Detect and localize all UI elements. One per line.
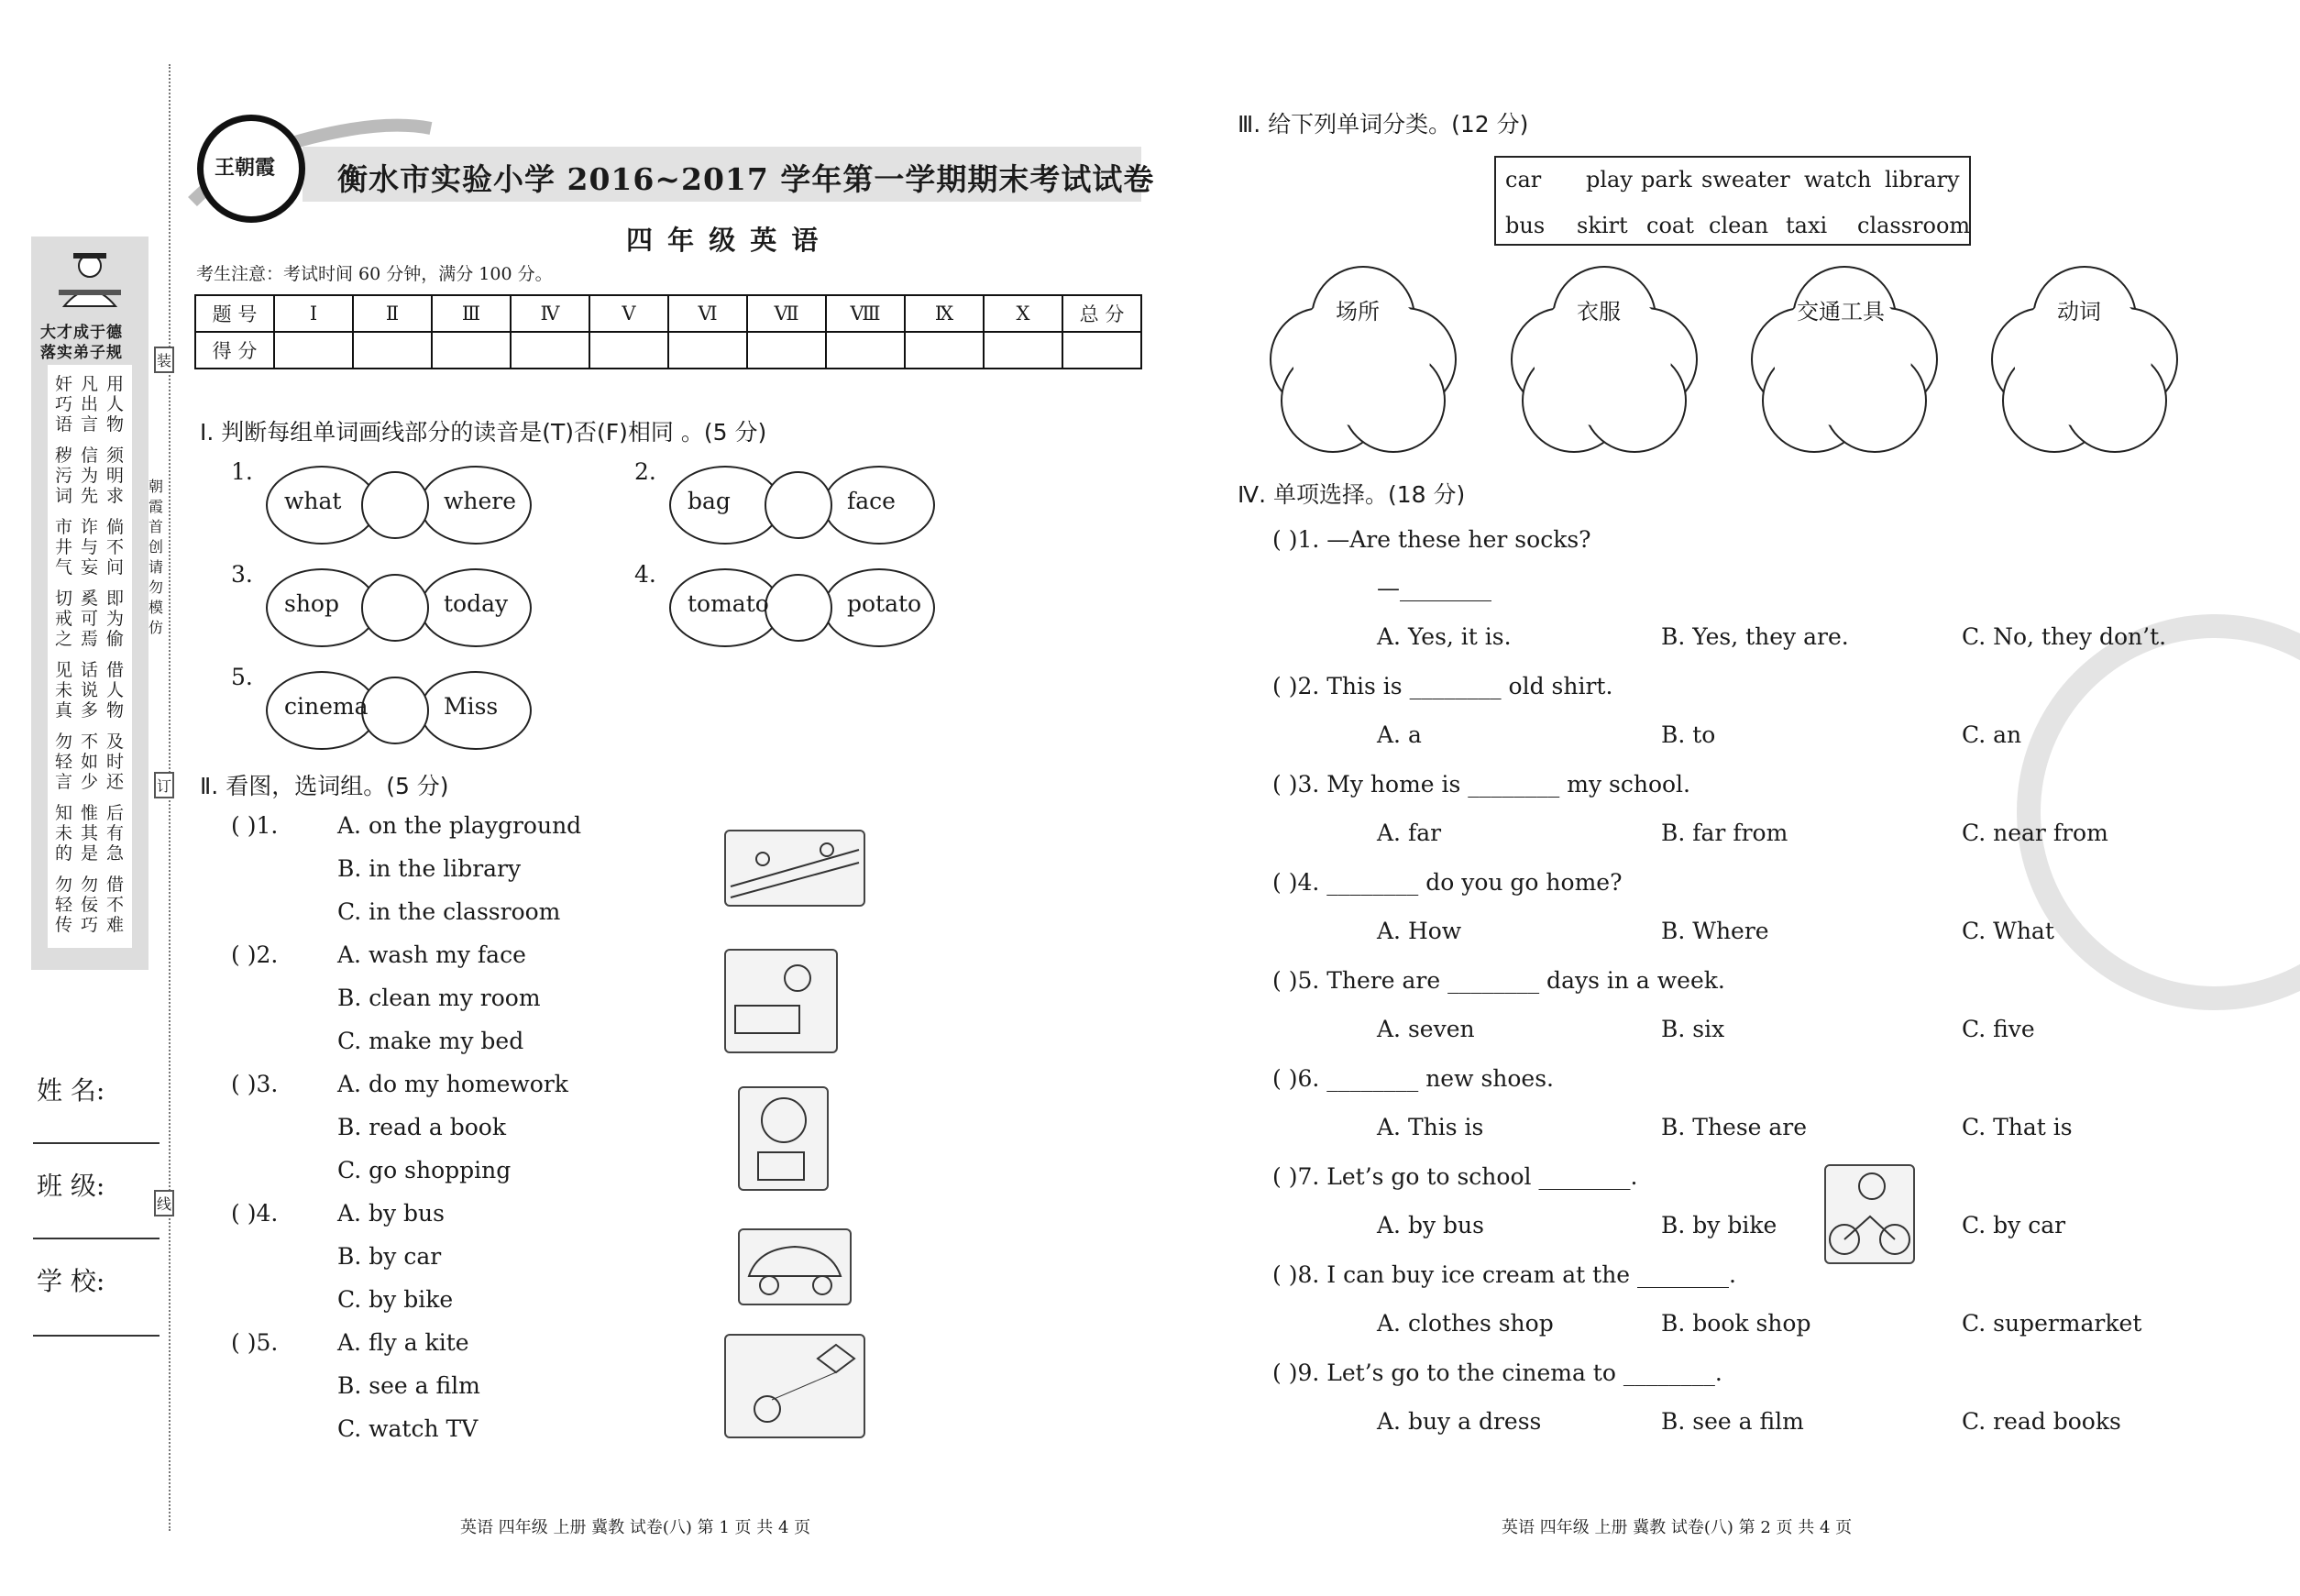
word-right: Miss — [444, 693, 499, 720]
score-cell[interactable] — [511, 332, 589, 369]
proverb-line: 及时还 — [106, 732, 125, 792]
option-a: A. fly a kite — [337, 1329, 469, 1356]
answer-blank[interactable]: ( )4. — [231, 1200, 279, 1227]
option-c: C. go shopping — [337, 1157, 512, 1183]
option-c[interactable]: C. That is — [1962, 1114, 2073, 1140]
score-col: Ⅲ — [432, 295, 511, 332]
answer-blank[interactable]: ( )2. — [231, 941, 279, 968]
proverb-line: 奚可焉 — [81, 589, 99, 649]
answer-circle[interactable] — [361, 677, 429, 744]
fly-kite-picture — [724, 1334, 865, 1438]
word-bank-item: clean — [1709, 213, 1769, 238]
cut-mark-2: 订 — [154, 772, 174, 798]
proverb-line: 借不难 — [106, 875, 125, 935]
question-stem[interactable]: ( )2. This is ________ old shirt. — [1272, 673, 1613, 699]
score-cell[interactable] — [589, 332, 668, 369]
answer-blank[interactable]: ( )5. — [231, 1329, 279, 1356]
category-label: 场所 — [1336, 299, 1380, 325]
proverb-line: 倘不问 — [106, 517, 125, 578]
option-c[interactable]: C. supermarket — [1962, 1310, 2142, 1337]
section3-heading: Ⅲ. 给下列单词分类。(12 分) — [1238, 111, 1529, 138]
option-c: C. in the classroom — [337, 898, 561, 925]
cut-mark-1: 装 — [154, 347, 174, 373]
option-b[interactable]: B. Yes, they are. — [1661, 623, 1849, 650]
question-stem[interactable]: ( )9. Let’s go to the cinema to ________. — [1272, 1359, 1722, 1386]
proverb-line: 即为偷 — [106, 589, 125, 649]
score-header-row — [195, 295, 1141, 332]
category-label: 动词 — [2057, 299, 2101, 325]
word-bank-item: sweater — [1701, 167, 1790, 193]
scholar-icon — [46, 248, 134, 312]
answer-line[interactable]: —________ — [1377, 575, 1491, 601]
option-b[interactable]: B. book shop — [1661, 1310, 1811, 1337]
word-bank — [1494, 156, 1971, 246]
word-right: face — [847, 488, 896, 514]
category-flower[interactable] — [1511, 266, 1694, 449]
read-book-picture — [738, 1086, 829, 1191]
option-a[interactable]: A. This is — [1377, 1114, 1484, 1140]
school-field[interactable] — [33, 1335, 160, 1337]
proverb-line: 见未真 — [55, 660, 73, 721]
score-col: Ⅸ — [905, 295, 984, 332]
option-b[interactable]: B. These are — [1661, 1114, 1808, 1140]
brand-logo — [197, 115, 305, 223]
word-bank-item: library — [1885, 167, 1960, 193]
item-number: 2. — [634, 458, 656, 485]
option-a[interactable]: A. seven — [1377, 1016, 1475, 1042]
score-value-row — [195, 332, 1141, 369]
section2-heading: Ⅱ. 看图，选词组。(5 分) — [200, 773, 449, 799]
score-col: Ⅶ — [747, 295, 826, 332]
proverb-line: 话说多 — [81, 660, 99, 721]
score-col: Ⅷ — [826, 295, 905, 332]
exam-title: 衡水市实验小学 2016~2017 学年第一学期期末考试试卷 — [337, 161, 1155, 197]
option-a: A. wash my face — [337, 941, 526, 968]
word-bank-item: taxi — [1786, 213, 1828, 238]
footer-left: 英语 四年级 上册 冀教 试卷(八) 第 1 页 共 4 页 — [460, 1518, 811, 1537]
proverb-line: 不如少 — [81, 732, 99, 792]
option-c[interactable]: C. an — [1962, 721, 2022, 748]
class-label: 班 级: — [37, 1171, 105, 1201]
proverb-line: 市井气 — [55, 517, 73, 578]
item-number: 1. — [231, 458, 253, 485]
name-label: 姓 名: — [37, 1075, 105, 1106]
option-a[interactable]: A. clothes shop — [1377, 1310, 1554, 1337]
option-b: B. read a book — [337, 1114, 506, 1140]
proverb-line: 秽污词 — [55, 446, 73, 506]
proverb-line: 用人物 — [106, 374, 125, 435]
proverb-line: 奸巧语 — [55, 374, 73, 435]
question-stem[interactable]: ( )7. Let’s go to school ________. — [1272, 1163, 1638, 1190]
footer-right: 英语 四年级 上册 冀教 试卷(八) 第 2 页 共 4 页 — [1502, 1518, 1853, 1537]
item-number: 4. — [634, 561, 656, 588]
option-a[interactable]: A. Yes, it is. — [1377, 623, 1512, 650]
word-bank-item: park — [1641, 167, 1692, 193]
cut-mark-3: 线 — [154, 1190, 174, 1216]
option-b: B. clean my room — [337, 985, 541, 1011]
proverb-line: 后有急 — [106, 803, 125, 864]
category-label: 交通工具 — [1797, 299, 1885, 325]
word-bank-item: classroom — [1857, 213, 1971, 238]
word-bank-item: watch — [1804, 167, 1872, 193]
section1-heading: Ⅰ. 判断每组单词画线部分的读音是(T)否(F)相同 。(5 分) — [200, 419, 767, 446]
score-col: Ⅴ — [589, 295, 668, 332]
option-c: C. watch TV — [337, 1415, 479, 1442]
proverb-line: 勿佞巧 — [81, 875, 99, 935]
question-stem[interactable]: ( )8. I can buy ice cream at the ________. — [1272, 1261, 1736, 1288]
option-c[interactable]: C. five — [1962, 1016, 2035, 1042]
exam-notice: 考生注意：考试时间 60 分钟，满分 100 分。 — [196, 264, 553, 284]
section4-heading: Ⅳ. 单项选择。(18 分) — [1238, 481, 1466, 508]
clean-room-picture — [724, 949, 838, 1053]
option-a: A. do my homework — [337, 1071, 568, 1097]
category-flower[interactable] — [1991, 266, 2174, 449]
option-a[interactable]: A. How — [1377, 918, 1462, 944]
car-picture — [738, 1228, 852, 1305]
word-left: tomato — [688, 590, 769, 617]
score-col: Ⅵ — [668, 295, 747, 332]
word-right: today — [444, 590, 509, 617]
option-a: A. on the playground — [337, 812, 582, 839]
question-stem[interactable]: ( )4. ________ do you go home? — [1272, 869, 1623, 896]
playground-picture — [724, 830, 865, 907]
seal-note: 朝霞首创 请勿模仿 — [149, 478, 164, 636]
option-b[interactable]: B. by bike — [1661, 1212, 1777, 1238]
logo-text: 王朝霞 — [215, 156, 276, 180]
proverb-line: 勿轻言 — [55, 732, 73, 792]
word-bank-item: car — [1505, 167, 1542, 193]
score-col: Ⅰ — [274, 295, 353, 332]
option-b: B. in the library — [337, 855, 522, 882]
motto-bottom: 落实弟子规 — [40, 344, 123, 362]
option-b[interactable]: B. Where — [1661, 918, 1769, 944]
answer-blank[interactable]: ( )3. — [231, 1071, 279, 1097]
score-cell[interactable] — [826, 332, 905, 369]
class-field[interactable] — [33, 1238, 160, 1239]
score-cell[interactable] — [274, 332, 353, 369]
word-right: potato — [847, 590, 922, 617]
option-b[interactable]: B. see a film — [1661, 1408, 1804, 1435]
score-total-label: 总 分 — [1062, 295, 1141, 332]
option-a[interactable]: A. a — [1377, 721, 1422, 748]
word-bank-item: play — [1586, 167, 1633, 193]
option-c: C. by bike — [337, 1286, 454, 1313]
question-stem[interactable]: ( )5. There are ________ days in a week. — [1272, 967, 1725, 994]
item-number: 5. — [231, 664, 253, 690]
score-cell[interactable] — [747, 332, 826, 369]
word-left: what — [284, 488, 342, 514]
motto-sidebar — [31, 237, 149, 970]
proverb-line: 诈与妄 — [81, 517, 99, 578]
score-cell[interactable] — [984, 332, 1062, 369]
score-col: Ⅹ — [984, 295, 1062, 332]
option-c[interactable]: C. What — [1962, 918, 2054, 944]
question-stem[interactable]: ( )6. ________ new shoes. — [1272, 1065, 1554, 1092]
score-row-label: 得 分 — [195, 332, 274, 369]
exam-subtitle: 四 年 级 英 语 — [626, 225, 821, 256]
proverb-line: 须明求 — [106, 446, 125, 506]
score-col: Ⅳ — [511, 295, 589, 332]
option-b: B. see a film — [337, 1372, 480, 1399]
score-cell[interactable] — [432, 332, 511, 369]
proverb-line: 信为先 — [81, 446, 99, 506]
name-field[interactable] — [33, 1142, 160, 1144]
option-a: A. by bus — [337, 1200, 445, 1227]
option-c[interactable]: C. by car — [1962, 1212, 2066, 1238]
word-left: bag — [688, 488, 731, 514]
option-c: C. make my bed — [337, 1028, 524, 1054]
proverb-line: 切戒之 — [55, 589, 73, 649]
word-left: cinema — [284, 693, 369, 720]
answer-circle[interactable] — [765, 574, 832, 642]
score-cell[interactable] — [353, 332, 432, 369]
word-bank-item: bus — [1505, 213, 1546, 238]
option-c[interactable]: C. No, they don’t. — [1962, 623, 2167, 650]
secret-watermark — [2017, 614, 2300, 1010]
answer-circle[interactable] — [361, 574, 429, 642]
school-label: 学 校: — [37, 1266, 105, 1296]
option-b[interactable]: B. six — [1661, 1016, 1725, 1042]
option-b[interactable]: B. to — [1661, 721, 1716, 748]
word-bank-item: coat — [1646, 213, 1694, 238]
category-label: 衣服 — [1577, 299, 1621, 325]
proverb-line: 借人物 — [106, 660, 125, 721]
score-row-label: 题 号 — [195, 295, 274, 332]
category-flower[interactable] — [1751, 266, 1934, 449]
answer-circle[interactable] — [361, 471, 429, 539]
option-c[interactable]: C. read books — [1962, 1408, 2121, 1435]
item-number: 3. — [231, 561, 253, 588]
word-bank-item: skirt — [1577, 213, 1628, 238]
proverb-line: 知未的 — [55, 803, 73, 864]
proverb-line: 惟其是 — [81, 803, 99, 864]
option-a[interactable]: A. buy a dress — [1377, 1408, 1542, 1435]
score-table — [194, 294, 1142, 369]
proverb-line: 凡出言 — [81, 374, 99, 435]
proverb-panel — [48, 365, 132, 948]
score-col: Ⅱ — [353, 295, 432, 332]
motto-top: 大才成于德 — [40, 324, 123, 342]
question-stem[interactable]: ( )1. —Are these her socks? — [1272, 526, 1591, 553]
category-flower[interactable] — [1270, 266, 1453, 449]
word-right: where — [444, 488, 517, 514]
score-cell[interactable] — [905, 332, 984, 369]
proverb-line: 勿轻传 — [55, 875, 73, 935]
option-c[interactable]: C. near from — [1962, 820, 2108, 846]
answer-circle[interactable] — [765, 471, 832, 539]
option-b: B. by car — [337, 1243, 442, 1270]
option-a[interactable]: A. far — [1377, 820, 1442, 846]
question-stem[interactable]: ( )3. My home is ________ my school. — [1272, 771, 1690, 798]
bike-picture — [1824, 1164, 1915, 1264]
word-left: shop — [284, 590, 339, 617]
answer-blank[interactable]: ( )1. — [231, 812, 279, 839]
score-cell[interactable] — [668, 332, 747, 369]
score-cell[interactable] — [1062, 332, 1141, 369]
option-b[interactable]: B. far from — [1661, 820, 1788, 846]
option-a[interactable]: A. by bus — [1377, 1212, 1484, 1238]
